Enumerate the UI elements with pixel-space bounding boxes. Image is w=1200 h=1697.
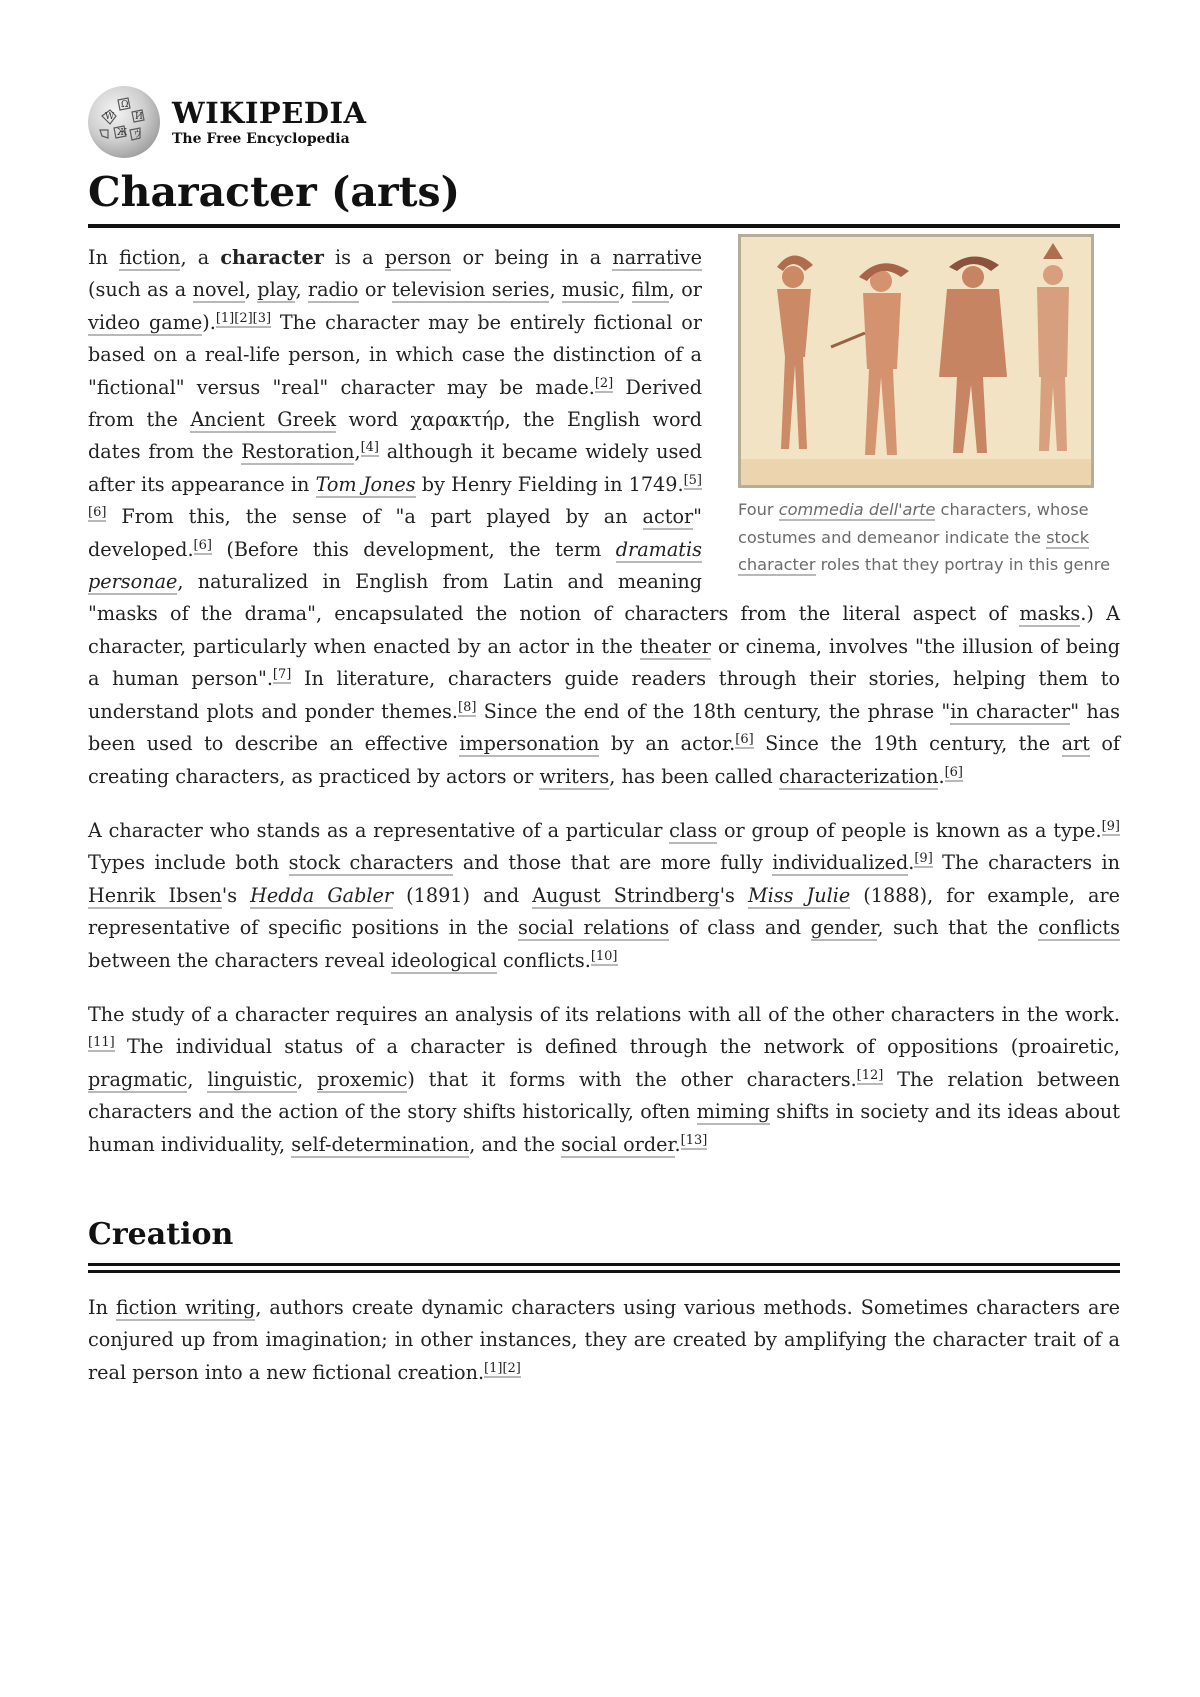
link-impersonation[interactable]: impersonation	[459, 732, 600, 756]
svg-text:ウ: ウ	[133, 130, 143, 140]
citation[interactable]: [2]	[502, 1360, 521, 1376]
link-social-order[interactable]: social order	[561, 1132, 675, 1156]
link-class[interactable]: class	[669, 818, 718, 842]
citation[interactable]: [11]	[88, 1035, 115, 1051]
caption-link-commedia[interactable]: commedia dell'arte	[778, 500, 936, 519]
citation[interactable]: [9]	[1101, 818, 1120, 834]
paragraph-creation: In fiction writing, authors create dynamic characters using various methods. Sometimes characters are conjured up from imagination; in other instances, they are created by amplifying the character trait of a real person into a new fictional creation.[1][2]	[88, 1295, 1120, 1384]
link-proxemic[interactable]: proxemic	[317, 1067, 408, 1091]
link-play[interactable]: play	[257, 278, 296, 302]
link-tom-jones[interactable]: Tom Jones	[315, 472, 416, 496]
caption-text: roles that they portray in this genre	[815, 555, 1111, 575]
svg-text:Ω: Ω	[121, 100, 129, 110]
link-actor[interactable]: actor	[642, 505, 694, 529]
figure-image[interactable]	[738, 234, 1094, 488]
link-dramatis-personae[interactable]: dramatis personae	[88, 537, 702, 594]
link-television-series[interactable]: television series	[391, 278, 550, 302]
bold-term: character	[220, 246, 324, 269]
caption-link-stock-character[interactable]: stock character	[738, 527, 1090, 575]
link-stock-characters[interactable]: stock characters	[288, 851, 454, 875]
article-page	[88, 86, 1120, 1389]
link-individualized[interactable]: individualized	[772, 851, 909, 875]
citation[interactable]: [2]	[594, 375, 614, 391]
link-person[interactable]: person	[384, 246, 452, 269]
citation[interactable]: [6]	[735, 732, 754, 748]
link-art[interactable]: art	[1061, 732, 1090, 756]
link-writers[interactable]: writers	[539, 764, 610, 788]
citation[interactable]: [1]	[215, 310, 235, 326]
link-gender[interactable]: gender	[810, 916, 878, 940]
article-figure	[738, 234, 1120, 579]
link-film[interactable]: film	[631, 278, 669, 302]
caption-text: characters, whose costumes and demeanor indicate the	[738, 500, 1089, 547]
link-video-game[interactable]: video game	[88, 310, 203, 334]
link-in-character[interactable]: in character	[950, 699, 1071, 723]
citation[interactable]: [6]	[193, 537, 212, 553]
link-linguistic[interactable]: linguistic	[207, 1067, 298, 1091]
wordmark	[172, 97, 367, 147]
link-fiction-writing[interactable]: fiction writing	[115, 1295, 256, 1319]
citation[interactable]: [2]	[234, 310, 253, 326]
site-logo[interactable]	[88, 86, 1120, 158]
link-ancient-greek[interactable]: Ancient Greek	[190, 408, 337, 432]
section-heading-creation: Creation	[88, 1213, 1120, 1266]
citation[interactable]: [1]	[484, 1360, 503, 1376]
paragraph-types: A character who stands as a representative of a particular class or group of people is known as a type.[9] Types include both stock characters and those that are more fully individualized.[9] The characters in Henrik Ibsen's Hedda Gabler (1891) and August Strindberg's Miss Julie (1888), for example, are representative of specific positions in the social relations of class and gender, such that the conflicts between the characters reveal ideological conflicts.[10]	[88, 818, 1120, 972]
link-fiction[interactable]: fiction	[119, 246, 181, 269]
svg-text:W: W	[105, 112, 115, 122]
citation[interactable]: [4]	[360, 440, 380, 456]
link-characterization[interactable]: characterization	[778, 764, 939, 788]
link-theater[interactable]: theater	[639, 634, 711, 658]
logo-title: WIKIPEDIA	[172, 96, 367, 130]
citation[interactable]: [10]	[590, 948, 618, 964]
link-music[interactable]: music	[561, 278, 620, 302]
link-masks[interactable]: masks	[1019, 602, 1081, 626]
citation[interactable]: [7]	[272, 667, 292, 683]
link-conflicts[interactable]: conflicts	[1038, 916, 1120, 940]
citation[interactable]: [3]	[252, 310, 272, 326]
link-hedda-gabler[interactable]: Hedda Gabler	[250, 883, 394, 907]
link-restoration[interactable]: Restoration	[241, 440, 355, 464]
logo-subtitle: The Free Encyclopedia	[172, 131, 350, 147]
citation[interactable]: [6]	[88, 505, 107, 521]
figure-caption	[738, 496, 1120, 579]
citation[interactable]: [13]	[680, 1132, 708, 1148]
link-miming[interactable]: miming	[696, 1100, 770, 1124]
link-social-relations[interactable]: social relations	[518, 916, 670, 940]
citation[interactable]: [12]	[856, 1067, 884, 1083]
svg-text:И: И	[135, 112, 143, 122]
citation[interactable]: [9]	[914, 851, 933, 867]
paragraph-study: The study of a character requires an analysis of its relations with all of the other characters in the work.[11] The individual status of a character is defined through the network of oppositions (proairetic, pragmatic, linguistic, proxemic) that it forms with the other characters.[12] The relation between characters and the action of the story shifts historically, often miming shifts in society and its ideas about human individuality, self-determination, and the social order.[13]	[88, 1002, 1120, 1156]
link-pragmatic[interactable]: pragmatic	[88, 1067, 188, 1091]
link-miss-julie[interactable]: Miss Julie	[747, 883, 851, 907]
link-novel[interactable]: novel	[192, 278, 245, 302]
commedia-figures-drawing	[741, 237, 1091, 485]
link-self-determination[interactable]: self-determination	[291, 1132, 470, 1156]
page-title: Character (arts)	[88, 164, 1120, 228]
intro-paragraph: In fiction, a character is a person or being in a narrative (such as a novel, play, radio or television series, music, film, or video game).[1][2][3] The character may be entirely fictional or based on a real-life person, in which case the distinction of a "fictional" versus "real" character may be made.[2] Derived from the Ancient Greek word χαρακτήρ, the English word dates from the Restoration,[4] although it became widely used after its appearance in Tom Jones by Henry Fielding in 1749.[5][6] From this, the sense of "a part played by an actor" developed.[6] (Before this development, the term dramatis personae, naturalized in English from Latin and meaning "masks of the drama", encapsulated the notion of characters from the literal aspect of masks.) A character, particularly when enacted by an actor in the theater or cinema, involves "the illusion of being a human person".[7] In literature, characters guide readers through their stories, helping them to understand plots and ponder themes.[8] Since the end of the 18th century, the phrase "in character" has been used to describe an effective impersonation by an actor.[6] Since the 19th century, the art of creating characters, as practiced by actors or writers, has been called characterization.[6]	[88, 246, 1120, 788]
citation[interactable]: [8]	[458, 699, 477, 715]
link-narrative[interactable]: narrative	[612, 246, 702, 269]
citation[interactable]: [6]	[944, 764, 963, 780]
link-august-strindberg[interactable]: August Strindberg	[532, 883, 720, 907]
caption-text: Four	[738, 500, 779, 519]
link-radio[interactable]: radio	[307, 278, 359, 302]
svg-text:Ж: Ж	[117, 128, 128, 138]
wikipedia-globe-icon	[88, 86, 160, 158]
link-ideological[interactable]: ideological	[390, 948, 497, 972]
link-henrik-ibsen[interactable]: Henrik Ibsen	[88, 883, 222, 907]
citation[interactable]: [5]	[683, 472, 702, 488]
